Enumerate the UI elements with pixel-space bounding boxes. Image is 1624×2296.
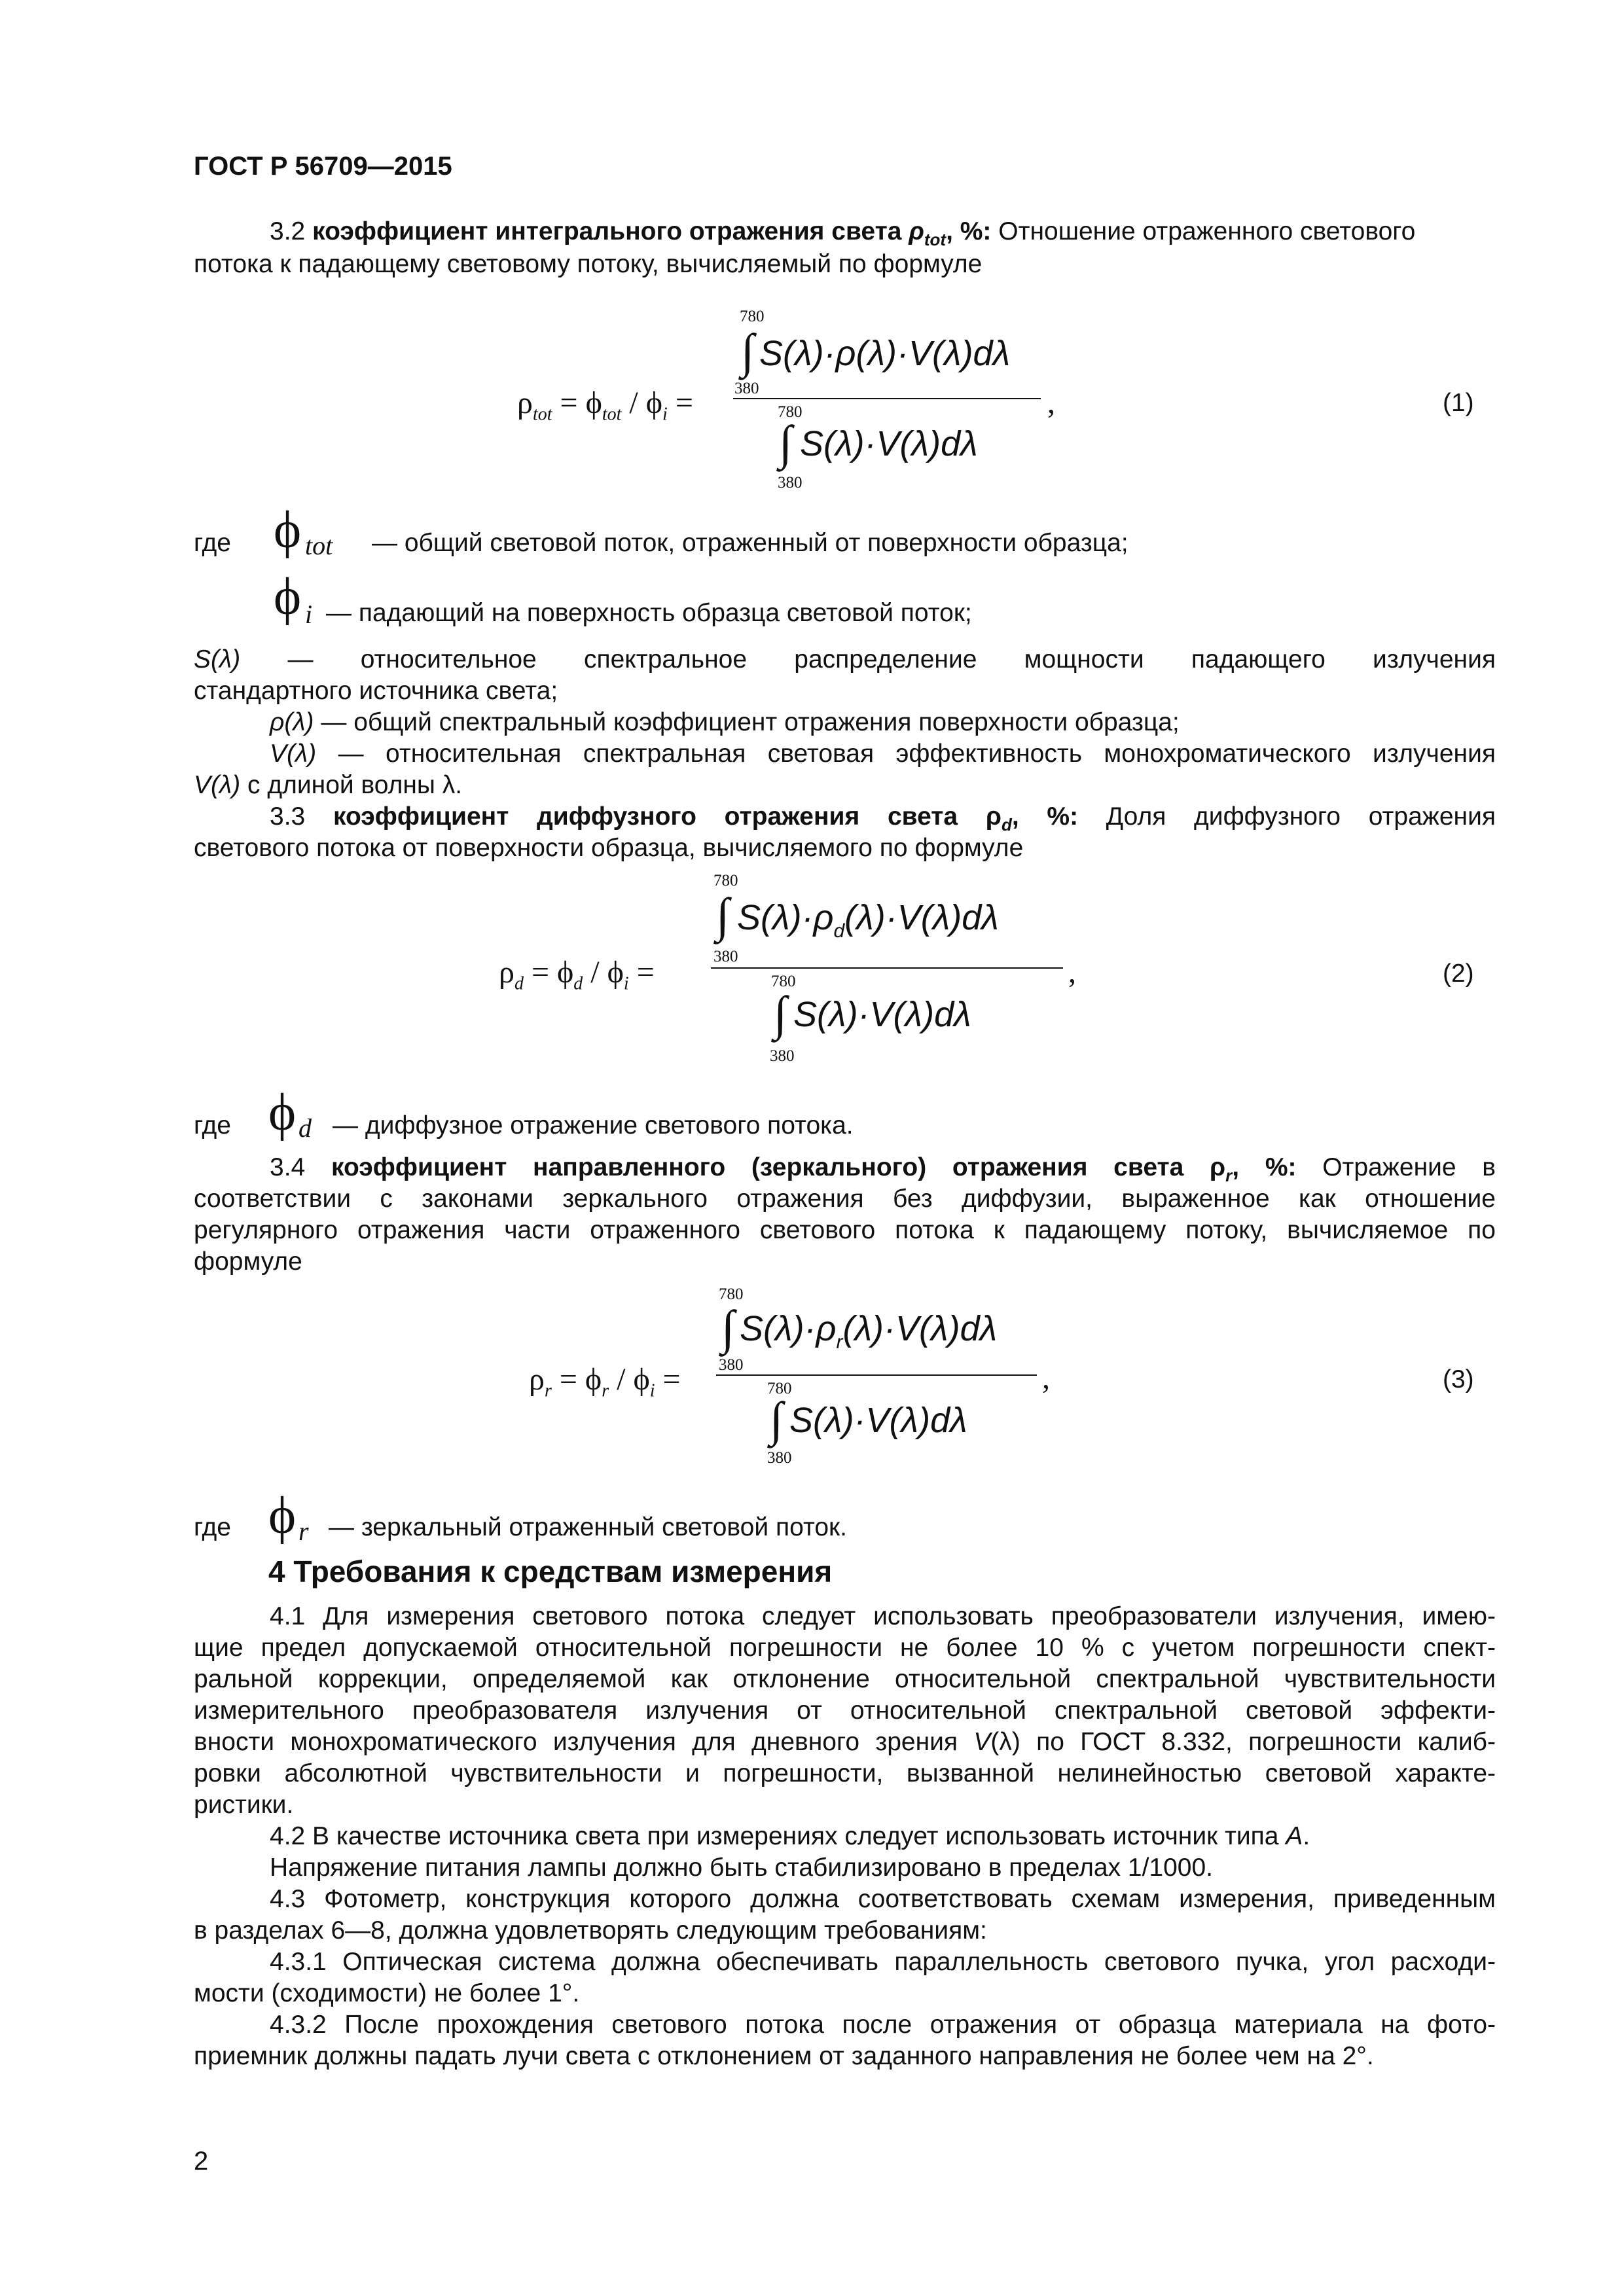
where-text: с длиной волны λ.	[247, 771, 463, 799]
where-item-s	[194, 644, 1496, 675]
clause-4-1-line7: ристики.	[194, 1791, 294, 1819]
integral-sign: ∫	[721, 1301, 735, 1355]
v-symbol: V	[973, 1728, 991, 1756]
where-item: — падающий на поверхность образца световой поток;	[326, 599, 972, 627]
clause-4-3-line1: 4.3 Фотометр, конструкция которого должна соответствовать схемам измерения, приведенным	[270, 1885, 1496, 1913]
formula-lhs-sub: r	[544, 1380, 552, 1401]
clause-4-3-1-line1: 4.3.1 Оптическая система должна обеспечивать параллельность светового пучка, угол расходи-	[270, 1948, 1496, 1976]
phi-symbol: ϕ	[268, 1487, 297, 1545]
formula-slash: / ϕ	[617, 1362, 650, 1397]
lower-limit: 380	[719, 1356, 744, 1374]
document-header: ГОСТ Р 56709—2015	[194, 152, 452, 181]
integral-sign: ∫	[716, 889, 730, 942]
clause-4-1-line1: 4.1 Для измерения светового потока следует использовать преобразователи излучения, имею-	[270, 1602, 1496, 1630]
clause-3-4-line2: соответствии с законами зеркального отражения без диффузии, выраженное как отношение	[194, 1185, 1496, 1213]
phi-subscript: i	[305, 600, 313, 629]
text-part: вности монохроматического излучения для дневного зрения	[194, 1728, 974, 1756]
clause-3-4-line4: формуле	[194, 1247, 302, 1276]
clause-4-3-2-line2: приемник должны падать лучи света с отклонением от заданного направления не более чем на 2°.	[194, 2042, 1374, 2070]
formula-mid-sub: tot	[602, 404, 622, 425]
where-item: — общий световой поток, отраженный от поверхности образца;	[372, 529, 1128, 557]
formula-phi-i-sub: i	[623, 973, 629, 994]
phi-subscript: d	[298, 1113, 312, 1143]
definition: Доля диффузного отражения	[1106, 802, 1496, 831]
where-term: V(λ)	[270, 740, 317, 768]
section-heading: 4 Требования к средствам измерения	[268, 1554, 833, 1588]
clause-number: 3.3	[270, 802, 306, 831]
term-unit: , %:	[946, 217, 992, 245]
phi-subscript: tot	[305, 531, 333, 560]
lower-limit: 380	[767, 1449, 792, 1467]
upper-limit: 780	[740, 308, 765, 325]
numerator-sub: d	[833, 920, 845, 942]
formula-eq: =	[636, 955, 655, 990]
where-item-s-line2: стандартного источника света;	[194, 677, 558, 705]
term: коэффициент диффузного отражения света	[333, 802, 958, 831]
formula-eq: =	[662, 1362, 681, 1397]
where-term: V(λ)	[194, 771, 241, 799]
phi-symbol: ϕ	[268, 1084, 297, 1141]
formula-mid: = ϕ	[559, 1362, 602, 1397]
where-item-v	[270, 738, 1496, 770]
clause-number: 3.2	[270, 217, 306, 245]
where-text: — относительная спектральная световая эффективность монохроматического излучения	[338, 740, 1496, 768]
fraction-bar	[733, 398, 1041, 399]
source-type: А	[1286, 1822, 1303, 1850]
clause-4-3-line2: в разделах 6—8, должна удовлетворять следующим требованиям:	[194, 1916, 987, 1945]
formula-mid-sub: r	[602, 1380, 609, 1401]
text-part: 4.2 В качестве источника света при измерениях следует использовать источник типа	[270, 1822, 1286, 1850]
clause-4-2-line2: Напряжение питания лампы должно быть стабилизировано в пределах 1/1000.	[270, 1854, 1214, 1882]
definition: Отношение отраженного светового	[998, 217, 1416, 245]
clause-4-3-2-line1: 4.3.2 После прохождения светового потока после отражения от образца материала на фото-	[270, 2011, 1496, 2039]
integral-sign: ∫	[779, 416, 793, 470]
formula-lhs-sub: tot	[532, 404, 552, 425]
term-symbol: ρ	[985, 802, 1001, 831]
where-item-rho	[270, 707, 1180, 738]
clause-4-1-line2: щие предел допускаемой относительной погрешности не более 10 % с учетом погрешности спект-	[194, 1634, 1496, 1662]
lower-limit: 380	[713, 948, 738, 965]
clause-number: 3.4	[270, 1153, 306, 1181]
term-symbol-sub: d	[1001, 814, 1012, 834]
term-symbol-sub: r	[1225, 1165, 1233, 1185]
formula-number: (1)	[1443, 389, 1474, 417]
formula-lhs: ρ	[529, 1362, 545, 1397]
numerator-part: (λ)·V(λ)dλ	[844, 898, 999, 937]
formula-comma: ,	[1068, 955, 1076, 990]
integral-sign: ∫	[774, 987, 787, 1041]
formula-number: (2)	[1443, 960, 1474, 988]
integral-sign: ∫	[741, 325, 755, 378]
phi-symbol: ϕ	[274, 501, 302, 559]
where-item: — зеркальный отраженный световой поток.	[329, 1513, 847, 1541]
upper-limit: 780	[771, 973, 796, 990]
page-number: 2	[194, 2147, 209, 2176]
formula-mid: = ϕ	[531, 955, 574, 990]
clause-4-1-line5	[194, 1727, 1496, 1758]
where-label: где	[194, 1513, 231, 1541]
lower-limit: 380	[734, 380, 759, 397]
denominator: S(λ)·V(λ)dλ	[800, 424, 978, 463]
numerator-part: S(λ)·ρ	[737, 898, 834, 937]
clause-4-1-line4: измерительного преобразователя излучения от относительной спектральной световой эффекти-	[194, 1696, 1496, 1725]
clause-4-2	[270, 1821, 1310, 1852]
upper-limit: 780	[713, 872, 738, 889]
integral-sign: ∫	[770, 1393, 784, 1446]
formula-mid-sub: d	[573, 973, 583, 994]
numerator	[740, 1309, 997, 1362]
phi-symbol: ϕ	[274, 568, 302, 626]
denominator: S(λ)·V(λ)dλ	[789, 1401, 967, 1440]
formula-phi-i-sub: i	[662, 404, 668, 425]
formula-lhs-sub: d	[514, 973, 524, 994]
upper-limit: 780	[767, 1380, 792, 1397]
term-unit: , %:	[1011, 802, 1079, 831]
text-part: (λ) по ГОСТ 8.332, погрешности калиб-	[990, 1728, 1496, 1756]
formula-slash: / ϕ	[629, 386, 663, 420]
where-term: S(λ)	[194, 645, 241, 673]
text-part: .	[1303, 1822, 1310, 1850]
clause-4-3-1-line2: мости (сходимости) не более 1°.	[194, 1979, 580, 2007]
formula-eq: =	[675, 386, 693, 420]
term: коэффициент направленного (зеркального) отражения света	[331, 1153, 1184, 1181]
term-symbol: ρ	[1210, 1153, 1226, 1181]
lower-limit: 380	[770, 1047, 795, 1065]
clause-3-3-line2: светового потока от поверхности образца, вычисляемого по формуле	[194, 834, 1024, 862]
term-symbol-sub: tot	[924, 229, 947, 249]
numerator-sub: r	[836, 1331, 843, 1353]
upper-limit: 780	[778, 403, 803, 421]
definition: Отражение в	[1322, 1153, 1496, 1181]
fraction-bar	[711, 967, 1063, 969]
clause-3-4-line3: регулярного отражения части отраженного светового потока к падающему потоку, вычисляемое по	[194, 1216, 1496, 1244]
where-text: — общий спектральный коэффициент отражения поверхности образца;	[321, 708, 1180, 736]
fraction-bar	[716, 1374, 1037, 1376]
term: коэффициент интегрального отражения света	[312, 217, 902, 245]
formula-lhs: ρ	[499, 955, 514, 990]
formula-mid: = ϕ	[560, 386, 602, 420]
formula-phi-i-sub: i	[649, 1380, 655, 1401]
numerator	[737, 898, 999, 951]
term-unit: , %:	[1232, 1153, 1297, 1181]
formula-lhs: ρ	[517, 386, 533, 420]
numerator: S(λ)·ρ(λ)·V(λ)dλ	[759, 334, 1011, 373]
numerator-part: (λ)·V(λ)dλ	[842, 1309, 998, 1348]
term-symbol: ρ	[909, 217, 924, 245]
where-item: — диффузное отражение светового потока.	[333, 1111, 854, 1139]
where-text: — относительное спектральное распределение мощности падающего излучения	[287, 645, 1496, 673]
denominator: S(λ)·V(λ)dλ	[793, 995, 971, 1034]
clause-4-1-line6: ровки абсолютной чувствительности и погрешности, вызванной нелинейностью световой характе-	[194, 1759, 1496, 1787]
formula-slash: / ϕ	[590, 955, 624, 990]
formula-comma: ,	[1042, 1361, 1050, 1395]
where-label: где	[194, 529, 231, 557]
where-term: ρ(λ)	[270, 708, 314, 736]
phi-subscript: r	[298, 1516, 309, 1546]
where-label: где	[194, 1111, 231, 1139]
formula-comma: ,	[1047, 386, 1055, 420]
where-item-v-line2	[194, 770, 462, 801]
numerator-part: S(λ)·ρ	[740, 1309, 837, 1348]
clause-3-2-line2: потока к падающему световому потоку, вычисляемый по формуле	[194, 250, 983, 278]
lower-limit: 380	[778, 474, 803, 492]
clause-4-1-line3: ральной коррекции, определяемой как отклонение относительной спектральной чувствительности	[194, 1665, 1496, 1693]
formula-number: (3)	[1443, 1365, 1474, 1393]
upper-limit: 780	[719, 1285, 744, 1303]
